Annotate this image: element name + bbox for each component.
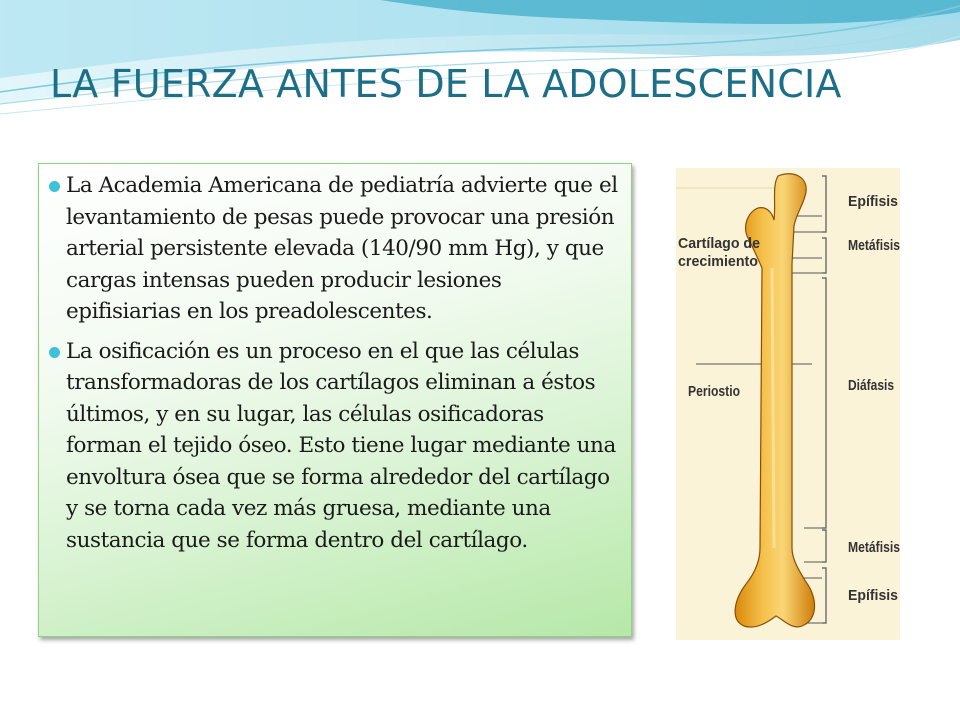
bullet-icon [49, 347, 60, 358]
label-metafisis-bottom: Metáfisis [848, 539, 900, 556]
bullet-icon [49, 181, 60, 192]
bone-diagram [676, 168, 900, 640]
bullet-list [53, 170, 621, 556]
bullet-item [53, 170, 621, 328]
bullet-text: La Academia Americana de pediatría advierte que el levantamiento de pesas puede provocar una presión arterial persistente elevada (140/90 mm Hg), y que cargas intensas pueden producir lesiones epifisiarias en los preadolescentes. [66, 173, 618, 324]
label-periostio: Periostio [688, 383, 740, 400]
label-cartilago-line2: crecimiento [678, 253, 758, 270]
label-epifisis-top: Epífisis [848, 193, 898, 210]
label-metafisis-top: Metáfisis [848, 237, 900, 254]
label-epifisis-bottom: Epífisis [848, 587, 898, 604]
label-diafisis: Diáfasis [848, 377, 894, 394]
slide-title: LA FUERZA ANTES DE LA ADOLESCENCIA [50, 62, 842, 106]
bullet-text: La osificación es un proceso en el que las células transformadoras de los cartílagos eliminan a éstos últimos, y en su lugar, las células osificadoras forman el tejido óseo. Esto tiene lugar mediante una envoltura ósea que se forma alrededor del cartílago y se torna cada vez más gruesa, mediante una sustancia que se forma dentro del cartílago. [66, 338, 616, 553]
label-cartilago-line1: Cartílago de [678, 235, 760, 252]
content-text-box [38, 163, 632, 637]
bullet-item [53, 336, 621, 557]
